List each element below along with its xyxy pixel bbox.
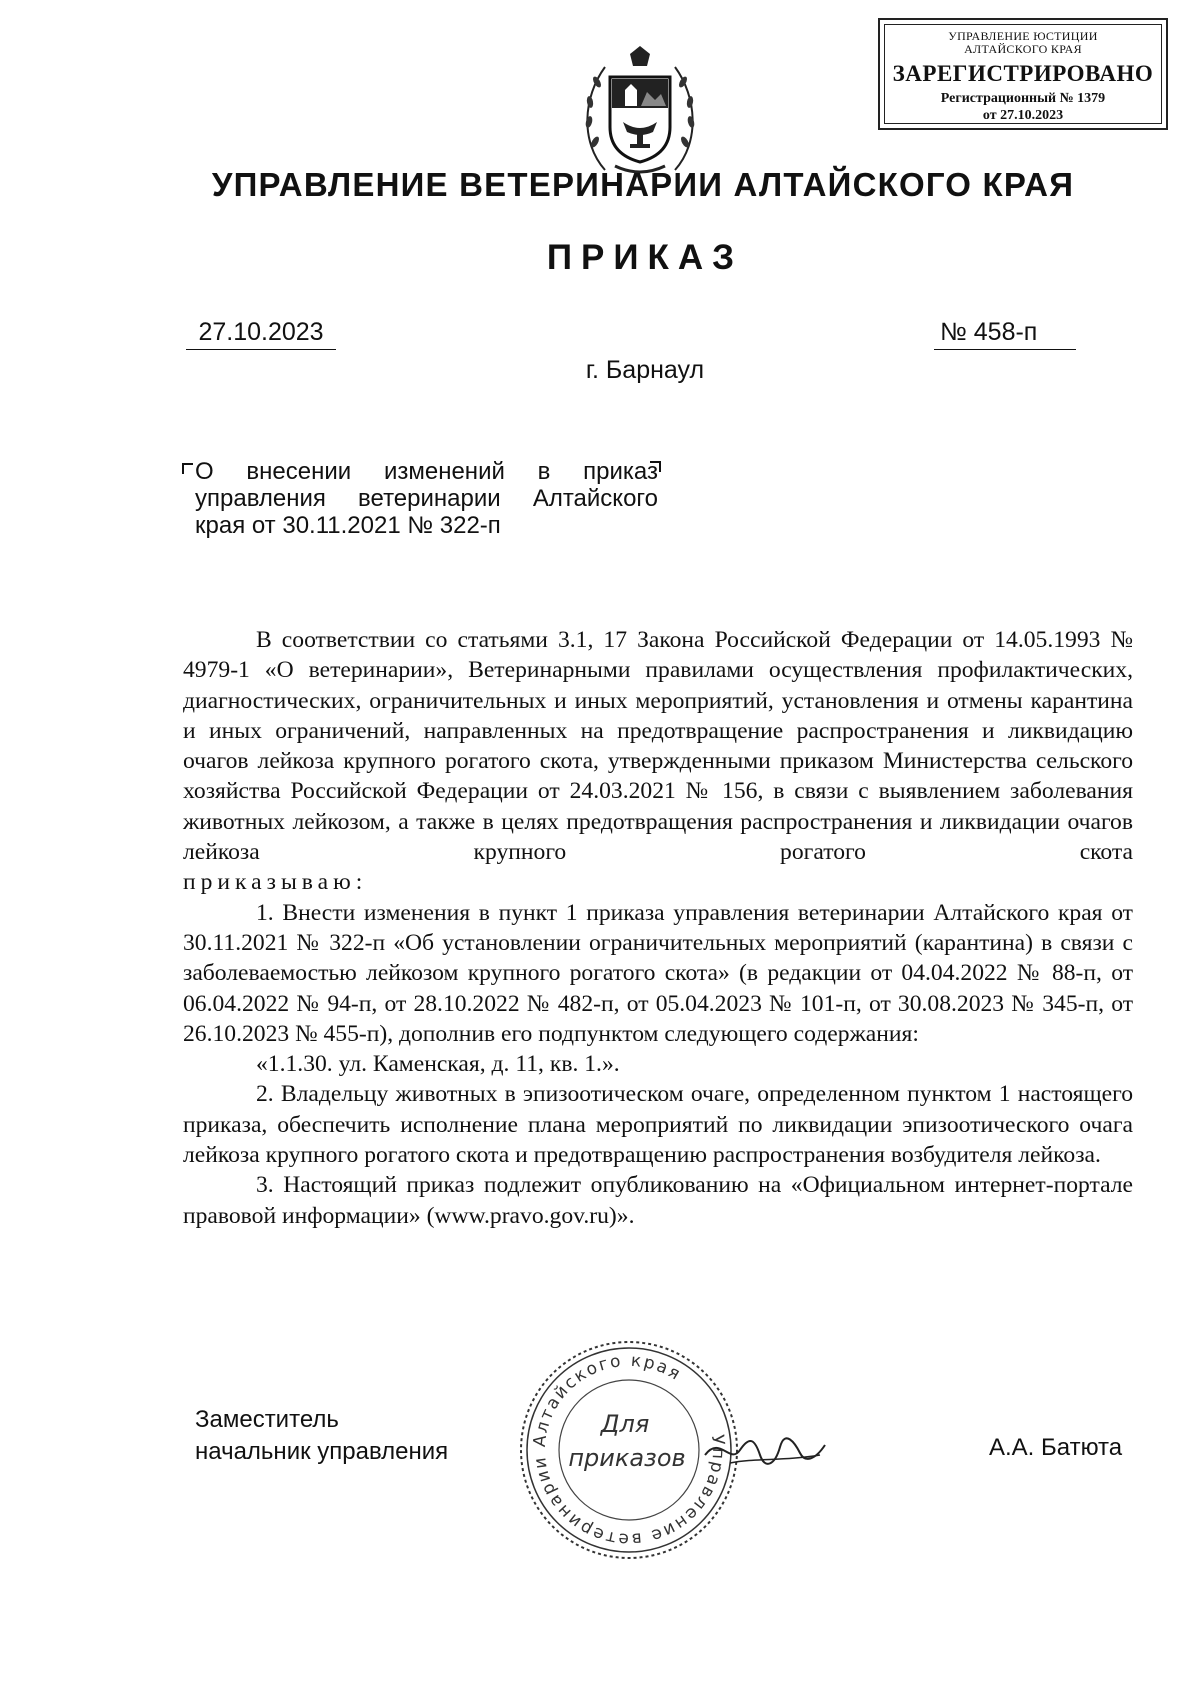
document-type-title: ПРИКАЗ [546, 238, 744, 277]
document-body [183, 625, 1133, 1231]
order-item-1-subitem: «1.1.30. ул. Каменская, д. 11, кв. 1.». [256, 1051, 620, 1078]
subject-line-1: О внесении изменений в приказ [195, 458, 658, 485]
stamp-agency-line2: АЛТАЙСКОГО КРАЯ [964, 42, 1082, 56]
seal-ring-text: Управление ветеринарии Алтайского края [529, 1350, 729, 1550]
registration-stamp [878, 18, 1168, 130]
handwritten-signature-icon [700, 1425, 830, 1475]
document-subject [195, 458, 658, 539]
agency-name: УПРАВЛЕНИЕ ВЕТЕРИНАРИИ АЛТАЙСКОГО КРАЯ [211, 166, 1075, 203]
document-city: г. Барнаул [585, 356, 705, 384]
seal-center-line-1: Для [600, 1410, 650, 1438]
stamp-agency-line1: УПРАВЛЕНИЕ ЮСТИЦИИ [948, 29, 1098, 43]
document-date: 27.10.2023 [186, 318, 336, 350]
document-number: № 458-п [934, 318, 1076, 350]
coat-of-arms-icon [575, 42, 705, 182]
signatory-title-line-1: Заместитель [195, 1406, 339, 1433]
signatory-title [195, 1404, 448, 1468]
stamp-status: ЗАРЕГИСТРИРОВАНО [892, 61, 1154, 86]
subject-line-2: управления ветеринарии Алтайского [195, 485, 658, 512]
stamp-reg-number: Регистрационный № 1379 [940, 91, 1106, 106]
order-word: приказываю: [183, 869, 368, 896]
seal-center-line-2: приказов [568, 1444, 686, 1472]
signatory-name: А.А. Батюта [989, 1434, 1123, 1461]
registration-stamp-inner-border [884, 24, 1162, 124]
subject-corner-mark-left [182, 463, 193, 474]
order-item-1: 1. Внести изменения в пункт 1 приказа управления ветеринарии Алтайского края от 30.11.2021 № 322-п «Об установлении ограничительных мероприятий (карантина) в связи с заболеваемостью лейкозом крупного рогатого скота» (в редакции от 04.04.2022 № 88-п, от 06.04.2022 № 94-п, от 28.10.2022 № 482-п, от 05.04.2023 № 101-п, от 30.08.2023 № 345-п, от 26.10.2023 № 455-п), дополнив его подпунктом следующего содержания: [183, 899, 1133, 1047]
subject-line-3: края от 30.11.2021 № 322-п [195, 512, 501, 539]
stamp-reg-date: от 27.10.2023 [982, 108, 1064, 123]
order-item-3: 3. Настоящий приказ подлежит опубликованию на «Официальном интернет-портале правовой информации» (www.pravo.gov.ru)». [183, 1172, 1133, 1229]
signatory-title-line-2: начальник управления [195, 1438, 449, 1465]
order-item-2: 2. Владельцу животных в эпизоотическом очаге, определенном пунктом 1 настоящего приказа, обеспечить исполнение плана мероприятий по ликвидации эпизоотического очага лейкоза крупного рогатого скота и предотвращению распространения возбудителя лейкоза. [183, 1081, 1133, 1169]
preamble-paragraph: В соответствии со статьями 3.1, 17 Закона Российской Федерации от 14.05.1993 № 4979-1 «О ветеринарии», Ветеринарными правилами осуществления профилактических, диагностических, ограничительных и иных мероприятий, установления и отмены карантина и иных ограничений, направленных на предотвращение распространения и ликвидацию очагов лейкоза крупного рогатого скота, утвержденными приказом Министерства сельского хозяйства Российской Федерации от 24.03.2021 № 156, в связи с выявлением заболевания животных лейкозом, а также в целях предотвращения распространения и ликвидации очагов лейкоза крупного рогатого скота [183, 627, 1133, 866]
